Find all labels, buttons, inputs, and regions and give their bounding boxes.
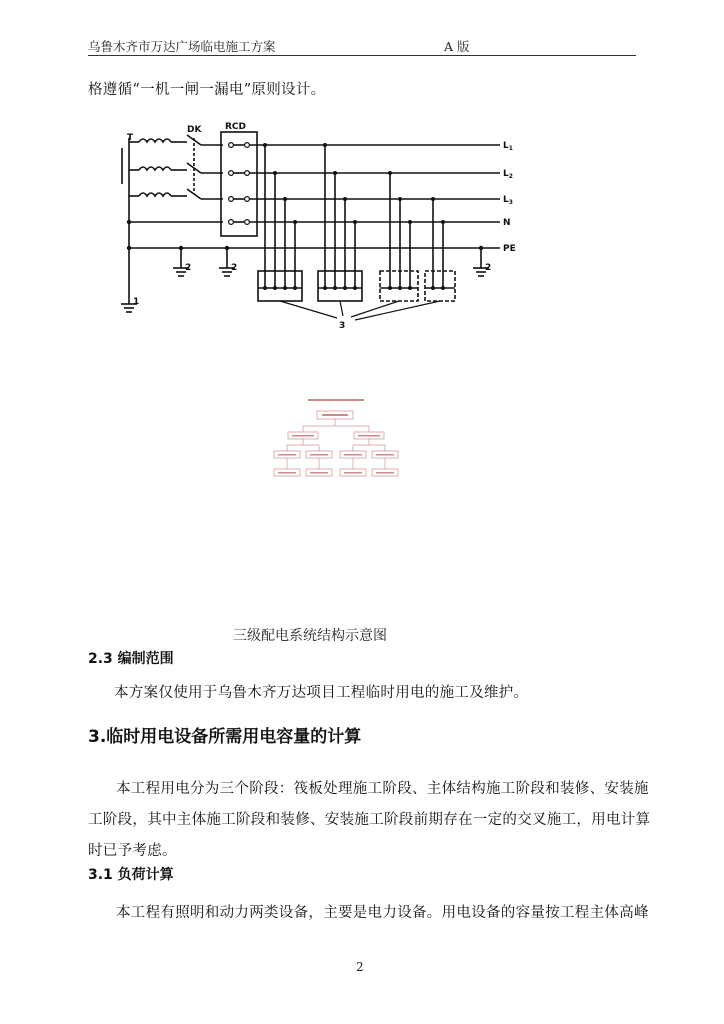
dk-label: DK xyxy=(187,125,202,135)
header-rule xyxy=(88,55,636,56)
ground-label-2c: 2 xyxy=(485,263,492,273)
ground-label-2b: 2 xyxy=(231,263,238,273)
section-3-line-1: 本工程用电分为三个阶段：筏板处理施工阶段、主体结构施工阶段和装修、安装施 xyxy=(116,781,649,797)
section-3-1-heading: 3.1 负荷计算 xyxy=(88,867,174,883)
ground-label-2a: 2 xyxy=(185,263,192,273)
ground-label-1: 1 xyxy=(133,297,140,307)
distribution-structure-thumbnail xyxy=(268,395,408,485)
section-3-1-text: 本工程有照明和动力两类设备，主要是电力设备。用电设备的容量按工程主体高峰 xyxy=(116,905,649,921)
section-3-line-3: 时已予考虑。 xyxy=(88,843,177,859)
header-version: A 版 xyxy=(444,39,470,54)
pe-label: PE xyxy=(503,244,516,254)
callout-label: 3 xyxy=(339,321,346,331)
section-2-3-heading: 2.3 编制范围 xyxy=(88,651,174,667)
three-level-wiring-diagram xyxy=(115,118,525,333)
l3-label: $L_3$ xyxy=(503,195,513,206)
section-3-line-2: 工阶段，其中主体施工阶段和装修、安装施工阶段前期存在一定的交叉施工，用电计算 xyxy=(88,812,651,828)
intro-line: 格遵循“一机一闸一漏电”原则设计。 xyxy=(88,82,326,98)
section-2-3-text: 本方案仅使用于乌鲁木齐万达项目工程临时用电的施工及维护。 xyxy=(114,685,529,701)
transformer-label: T xyxy=(127,133,134,143)
l2-label: $L_2$ xyxy=(503,169,513,180)
n-label: N xyxy=(503,218,511,228)
figure-caption: 三级配电系统结构示意图 xyxy=(233,628,387,644)
rcd-label: RCD xyxy=(225,122,247,132)
page-number: 2 xyxy=(356,960,364,974)
l1-label: $L_1$ xyxy=(503,141,513,152)
section-3-heading: 3.临时用电设备所需用电容量的计算 xyxy=(88,727,362,747)
header-title: 乌鲁木齐市万达广场临电施工方案 xyxy=(88,39,276,54)
